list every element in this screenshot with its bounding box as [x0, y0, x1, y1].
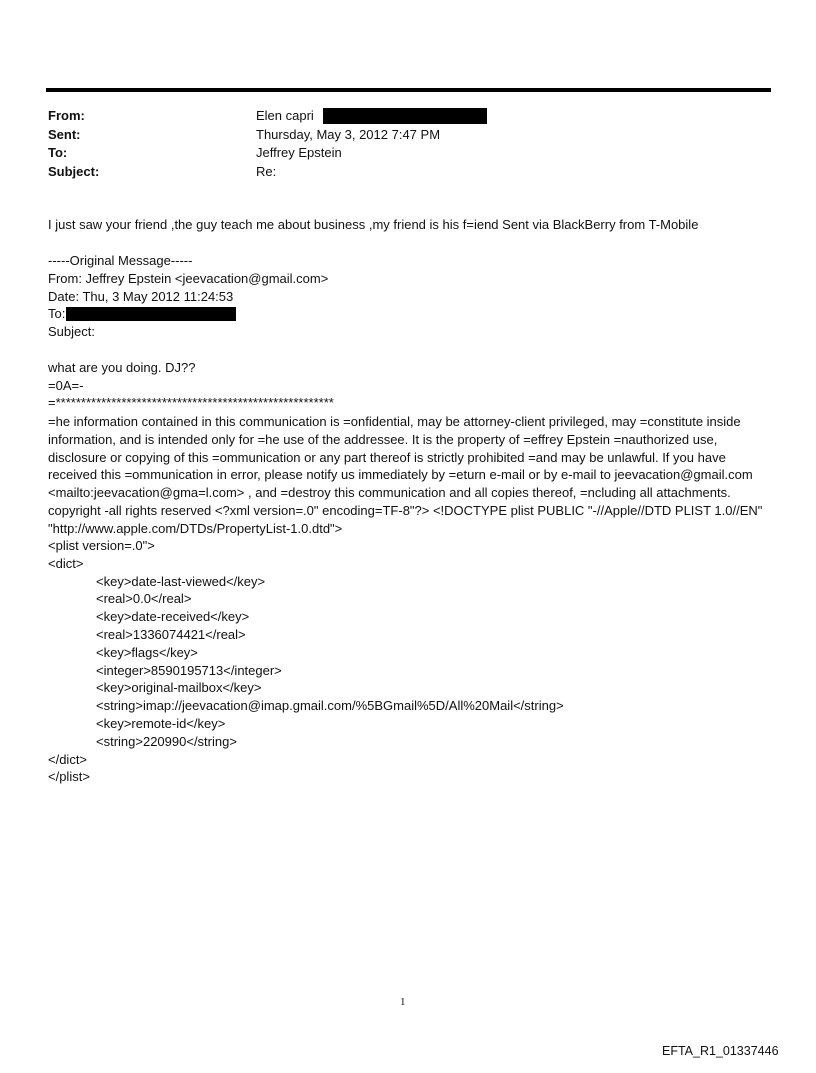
original-from: From: Jeffrey Epstein <jeevacation@gmail.com> — [48, 270, 329, 286]
plist-entry: <real>0.0</real> — [96, 591, 192, 607]
plist-block — [48, 537, 768, 786]
dict-open: <dict> — [48, 555, 84, 571]
plist-entry: <key>flags</key> — [96, 644, 198, 660]
header-rule — [46, 88, 771, 92]
disclaimer-paragraph: =he information contained in this communication is =onfidential, may be attorney-client privileged, may =constitute inside information, and is intended only for =he use of the addressee. It is the property of =effrey Epstein =nauthorized use, disclosure or copying of this =ommunication or any part thereof is strictly prohibited =and may be unlawful. If you have received this =ommunication in error, please notify us immediately by =eturn e-mail or by e-mail to jeevacation@gmail.com <mailto:jeevacation@gma=l.com> , and =destroy this communication and all copies thereof, =ncluding all attachments. copyright -all rights reserved <?xml version=.0" encoding=TF-8"?> <!DOCTYPE plist PUBLIC "-//Apple//DTD PLIST 1.0//EN" "http://www.apple.com/DTDs/PropertyList-1.0.dtd"> — [48, 414, 763, 536]
sent-value: Thursday, May 3, 2012 7:47 PM — [256, 126, 441, 142]
sent-row — [48, 126, 487, 145]
from-value-wrap — [256, 107, 487, 126]
from-label: From: — [48, 108, 85, 123]
document-id: EFTA_R1_01337446 — [662, 1044, 779, 1058]
original-to-row — [48, 305, 768, 323]
plist-entry: <string>220990</string> — [96, 733, 237, 749]
from-row — [48, 107, 487, 126]
quoted-line-1: what are you doing. DJ?? — [48, 359, 196, 375]
original-date: Date: Thu, 3 May 2012 11:24:53 — [48, 288, 234, 304]
page-number: 1 — [400, 996, 406, 1008]
message-text: I just saw your friend ,the guy teach me about business ,my friend is his f=iend Sent via BlackBerry from T-Mobile — [48, 217, 699, 232]
original-subject: Subject: — [48, 324, 95, 340]
plist-entry: <key>date-received</key> — [96, 609, 250, 625]
plist-entry: <key>remote-id</key> — [96, 715, 226, 731]
redaction-bar — [66, 307, 236, 321]
plist-close: </plist> — [48, 769, 90, 785]
original-divider: -----Original Message----- — [48, 253, 193, 268]
plist-entry: <key>date-last-viewed</key> — [96, 573, 266, 589]
spacer — [48, 341, 768, 359]
plist-entry: <string>imap://jeevacation@imap.gmail.com/%5BGmail%5D/All%20Mail</string> — [96, 698, 564, 714]
to-row — [48, 144, 487, 163]
original-to: To: — [48, 306, 66, 322]
sent-label: Sent: — [48, 126, 81, 142]
plist-entry: <real>1336074421</real> — [96, 626, 246, 642]
original-message — [48, 252, 768, 412]
quoted-line-2: =0A=- — [48, 377, 84, 393]
email-header — [48, 107, 487, 181]
plist-open: <plist version=.0"> — [48, 538, 155, 553]
quoted-line-3: =******************************************************* — [48, 395, 334, 411]
to-label: To: — [48, 145, 68, 160]
plist-entry: <integer>8590195713</integer> — [96, 662, 282, 678]
subject-value: Re: — [256, 163, 277, 179]
to-value: Jeffrey Epstein — [256, 145, 342, 160]
subject-row — [48, 163, 487, 182]
message-body — [48, 216, 768, 234]
redaction-bar — [323, 108, 487, 124]
from-value: Elen capri — [256, 108, 314, 123]
dict-close: </dict> — [48, 751, 88, 767]
plist-entry: <key>original-mailbox</key> — [96, 680, 262, 696]
subject-label: Subject: — [48, 163, 100, 179]
